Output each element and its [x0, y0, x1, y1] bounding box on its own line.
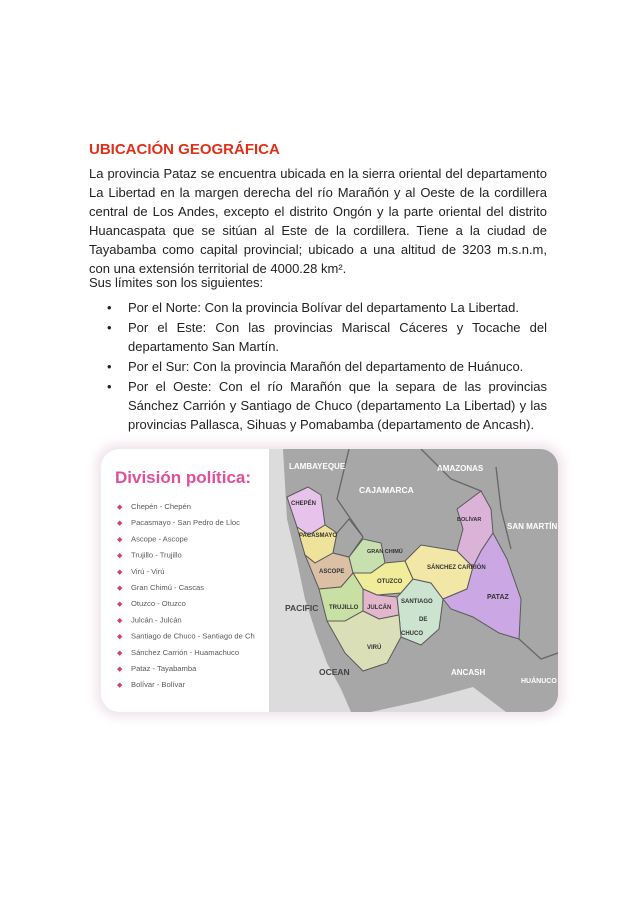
- legend-item: Chepén - Chepén: [131, 502, 191, 511]
- limits-list: [104, 298, 547, 435]
- limit-south: Por el Sur: Con la provincia Marañón del departamento de Huánuco.: [128, 359, 524, 374]
- list-item: [104, 377, 547, 434]
- label-ocean: OCEAN: [319, 667, 350, 677]
- legend-item: Bolívar - Bolívar: [131, 680, 186, 690]
- label-amazonas: AMAZONAS: [437, 464, 484, 473]
- bullet-icon: •: [107, 379, 112, 394]
- limit-east: Por el Este: Con las provincias Mariscal Cáceres y Tocache del departamento San Martín.: [128, 320, 547, 354]
- legend-bullet-icon: ◆: [117, 504, 123, 511]
- legend-item: Pataz - Tayabamba: [131, 664, 197, 673]
- legend-item: Santiago de Chuco - Santiago de Ch: [131, 631, 255, 641]
- label-cajamarca: CAJAMARCA: [359, 485, 414, 495]
- map-svg: [101, 449, 558, 712]
- political-division-map: [101, 449, 558, 712]
- label-chuco: CHUCO: [401, 631, 423, 637]
- bullet-icon: •: [107, 320, 112, 335]
- legend-item: Julcán - Julcán: [131, 615, 182, 625]
- label-pataz: PATAZ: [487, 594, 509, 601]
- label-gran-chimu: GRAN CHIMÚ: [367, 549, 403, 555]
- bullet-icon: •: [107, 359, 112, 374]
- legend-bullet-icon: ◆: [117, 536, 123, 544]
- legend-bullet-icon: ◆: [117, 552, 123, 560]
- label-pacific: PACIFIC: [285, 603, 319, 613]
- label-ascope: ASCOPE: [319, 569, 345, 575]
- section-heading: UBICACIÓN GEOGRÁFICA: [89, 141, 280, 158]
- label-sanchez-carrion: SÁNCHEZ CARRIÓN: [427, 565, 486, 571]
- list-item: [104, 357, 547, 376]
- label-santiago: SANTIAGO: [401, 599, 433, 605]
- list-item: [104, 318, 547, 356]
- label-ancash: ANCASH: [451, 668, 486, 677]
- label-julcan: JULCÁN: [367, 605, 392, 611]
- legend-bullet-icon: ◆: [117, 633, 123, 641]
- label-de: DE: [419, 617, 428, 623]
- legend-bullet-icon: ◆: [117, 568, 123, 576]
- location-paragraph: La provincia Pataz se encuentra ubicada en la sierra oriental del departamento La Libertad en la margen derecha del río Marañón y al Oeste de la cordillera central de Los Andes, excepto el distrito Ongón y la parte oriental del distrito Huancaspata que se sitúan al Este de la cordillera. Tiene a la ciudad de Tayabamba como capital provincial; ubicado a una altitud de 3203 m.s.n.m, con una extensión territorial de 4000.28 km².: [89, 166, 547, 276]
- legend-bullet-icon: ◆: [117, 666, 123, 673]
- legend-bullet-icon: ◆: [117, 617, 123, 625]
- label-viru: VIRÚ: [367, 645, 382, 651]
- legend-item: Pacasmayo - San Pedro de Lloc: [131, 518, 240, 528]
- legend-bullet-icon: ◆: [117, 520, 123, 528]
- legend-bullet-icon: ◆: [117, 585, 123, 592]
- label-huanuco: HUÁNUCO: [521, 678, 557, 685]
- legend-item: Otuzco - Otuzco: [131, 599, 186, 609]
- label-lambayeque: LAMBAYEQUE: [289, 462, 346, 471]
- legend-item: Virú - Virú: [131, 566, 165, 576]
- label-san-martin: SAN MARTÍN: [507, 522, 558, 531]
- limits-intro: Sus límites son los siguientes:: [89, 275, 264, 290]
- list-item: [104, 298, 547, 317]
- label-trujillo: TRUJILLO: [329, 605, 359, 611]
- label-bolivar: BOLÍVAR: [457, 517, 482, 523]
- legend-item: Ascope - Ascope: [131, 534, 188, 544]
- label-chepen: CHEPÉN: [291, 501, 317, 507]
- legend-item: Trujillo - Trujillo: [131, 550, 182, 560]
- legend-bullet-icon: ◆: [117, 601, 123, 609]
- legend-bullet-icon: ◆: [117, 682, 123, 690]
- bullet-icon: •: [107, 300, 112, 315]
- legend-item: Gran Chimú - Cascas: [131, 583, 205, 592]
- label-otuzco: OTUZCO: [377, 579, 403, 585]
- limit-west: Por el Oeste: Con el río Marañón que la separa de las provincias Sánchez Carrión y Santiago de Chuco (departamento La Libertad) y las provincias Pallasca, Sihuas y Pomabamba (departamento de Ancash).: [128, 379, 547, 432]
- limit-north: Por el Norte: Con la provincia Bolívar del departamento La Libertad.: [128, 300, 519, 315]
- legend-title: División política:: [115, 468, 252, 487]
- label-pacasmayo: PACASMAYO: [299, 533, 338, 539]
- legend-bullet-icon: ◆: [117, 649, 123, 657]
- legend-item: Sánchez Carrión - Huamachuco: [131, 647, 240, 657]
